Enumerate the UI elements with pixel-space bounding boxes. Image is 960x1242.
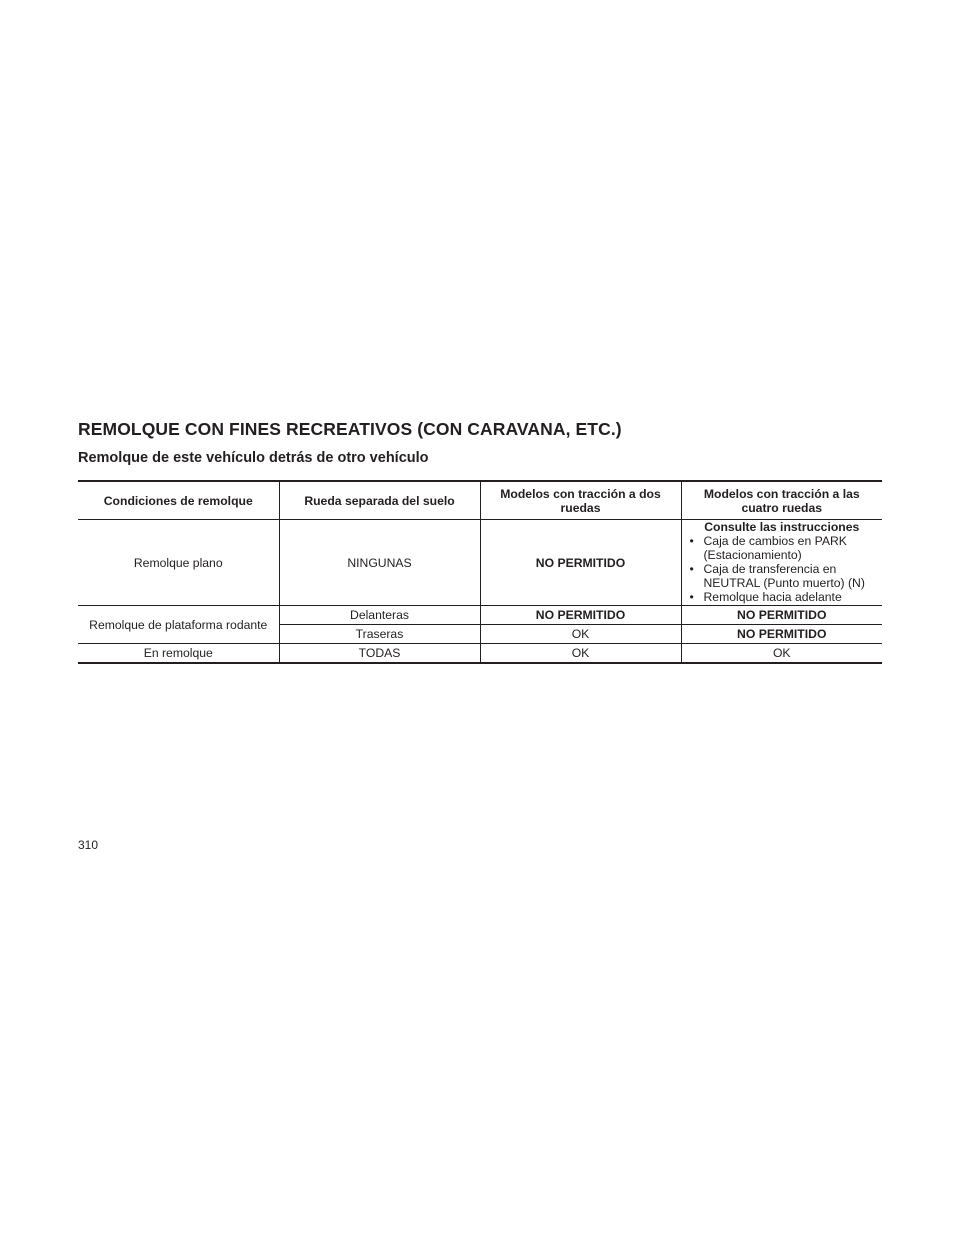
flat-tow-two-wd: NO PERMITIDO [480,520,681,606]
flat-tow-wheels: NINGUNAS [279,520,480,606]
instruction-text: Caja de cambios en PARK (Estacionamiento) [703,534,847,562]
table-header-row [78,481,882,520]
bullet-icon: • [689,534,694,548]
instructions-list [686,534,879,604]
table-row-flat-tow [78,520,882,606]
page-number: 310 [78,838,99,852]
table-row-dolly-front [78,606,882,625]
flat-tow-four-wd [681,520,882,606]
instruction-text: Remolque hacia adelante [703,590,842,604]
instruction-text: Caja de transferencia en NEUTRAL (Punto muerto) (N) [703,562,865,590]
instructions-heading: Consulte las instrucciones [704,520,860,534]
towing-table [78,480,882,664]
header-two-wheel-drive: Modelos con tracción a dos ruedas [480,481,681,520]
trailer-four-wd: OK [681,644,882,664]
instruction-item [686,562,879,590]
instruction-item [686,590,879,604]
header-towing-conditions: Condiciones de remolque [78,481,279,520]
header-four-wheel-drive: Modelos con tracción a las cuatro ruedas [681,481,882,520]
dolly-rear-two-wd: OK [480,625,681,644]
trailer-condition: En remolque [78,644,279,664]
bullet-icon: • [689,590,694,604]
dolly-front-wheels: Delanteras [279,606,480,625]
bullet-icon: • [689,562,694,576]
trailer-two-wd: OK [480,644,681,664]
dolly-rear-four-wd: NO PERMITIDO [681,625,882,644]
instruction-item [686,534,879,562]
subsection-title: Remolque de este vehículo detrás de otro vehículo [78,450,429,466]
section-title: REMOLQUE CON FINES RECREATIVOS (CON CARAVANA, ETC.) [78,419,622,439]
trailer-wheels: TODAS [279,644,480,664]
dolly-front-two-wd: NO PERMITIDO [480,606,681,625]
dolly-front-four-wd: NO PERMITIDO [681,606,882,625]
header-wheels-off-ground: Rueda separada del suelo [279,481,480,520]
dolly-tow-condition: Remolque de plataforma rodante [78,606,279,644]
dolly-rear-wheels: Traseras [279,625,480,644]
table-row-on-trailer [78,644,882,664]
flat-tow-condition: Remolque plano [78,520,279,606]
